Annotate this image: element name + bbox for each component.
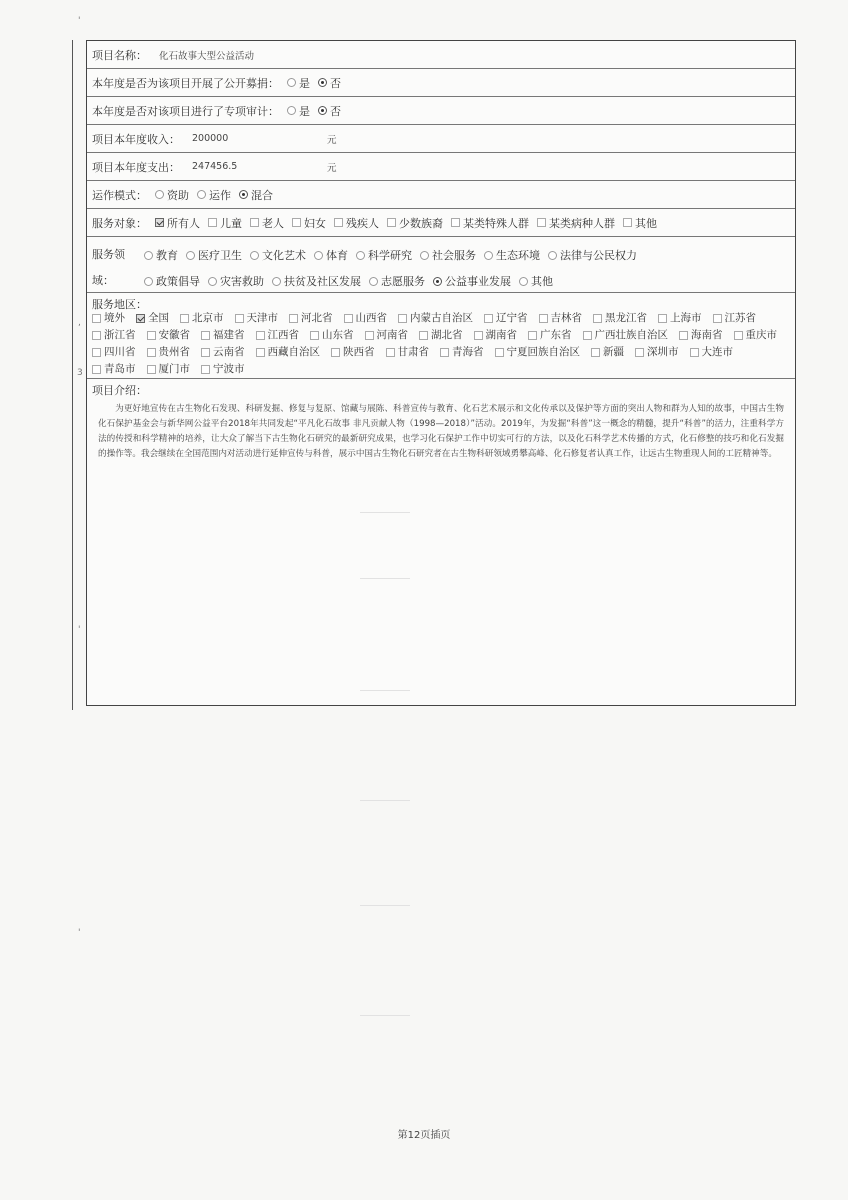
service-target-option[interactable]: 所有人 [155, 215, 200, 231]
radio-icon[interactable] [420, 251, 429, 260]
service-field-option[interactable]: 文化艺术 [250, 247, 306, 263]
region-option[interactable]: 宁夏回族自治区 [495, 344, 581, 361]
radio-icon[interactable] [197, 190, 206, 199]
fundraising-option-no[interactable]: 否 [318, 75, 341, 91]
project-intro-label: 项目介绍： [92, 384, 147, 397]
project-intro-text: 为更好地宣传在古生物化石发现、科研发掘、修复与复原、馆藏与展陈、科普宣传与教育、化石艺术展示和文化传承以及保护等方面的突出人物和群为人知的故事，中国古生物化石保护基金会与新华网公益平台2018年共同发起“平凡化石故事 非凡贡献人物（1998—2018）”活动。2019年，为发掘“科普”这一概念的精髓，提升“科普”的活力，注重科学方法的传授和科学精神的培养，让大众了解当下古生物化石研究的最新研究成果，也学习化石保护工作中切实可行的方法，以及化石科学艺术传播的方式，化石修整的技巧和化石发掘的操作等。我会继续在全国范围内对活动进行延伸宣传与科普，展示中国古生物化石研究者在古生物科研领域勇攀高峰、化石修复者认真工作，让远古生物重现人间的工匠精神等。 [98, 404, 784, 459]
service-field-option[interactable]: 志愿服务 [369, 273, 425, 289]
region-option[interactable]: 四川省 [92, 344, 136, 361]
region-option[interactable]: 深圳市 [635, 344, 679, 361]
radio-icon[interactable] [144, 251, 153, 260]
fundraising-label: 本年度是否为该项目开展了公开募捐： [92, 76, 279, 90]
checkbox-icon[interactable] [658, 314, 667, 323]
region-option[interactable]: 厦门市 [147, 361, 191, 378]
region-option[interactable]: 贵州省 [147, 344, 191, 361]
mode-label: 运作模式： [92, 188, 147, 202]
radio-icon[interactable] [208, 277, 217, 286]
checkbox-icon[interactable] [398, 314, 407, 323]
checkbox-checked-icon[interactable] [136, 314, 145, 323]
region-option[interactable]: 境外 [92, 310, 125, 327]
audit-label: 本年度是否对该项目进行了专项审计： [92, 104, 279, 118]
region-option[interactable]: 全国 [136, 310, 169, 327]
region-option[interactable]: 江西省 [256, 327, 300, 344]
project-form [86, 40, 796, 706]
checkbox-icon[interactable] [528, 331, 537, 340]
income-label: 项目本年度收入： [92, 132, 180, 146]
checkbox-icon[interactable] [539, 314, 548, 323]
radio-icon[interactable] [155, 190, 164, 199]
radio-icon[interactable] [369, 277, 378, 286]
region-option[interactable]: 吉林省 [539, 310, 583, 327]
checkbox-icon[interactable] [201, 365, 210, 374]
faint-mark [360, 578, 410, 579]
region-option[interactable]: 西藏自治区 [256, 344, 321, 361]
faint-mark [360, 800, 410, 801]
left-margin-rule [72, 40, 73, 710]
region-option[interactable]: 新疆 [591, 344, 624, 361]
income-row [87, 125, 795, 153]
service-fields-row [87, 237, 795, 293]
audit-option-no[interactable]: 否 [318, 103, 341, 119]
checkbox-icon[interactable] [310, 331, 319, 340]
service-target-option[interactable]: 某类病种人群 [537, 215, 615, 231]
checkbox-icon[interactable] [289, 314, 298, 323]
fundraising-row [87, 69, 795, 97]
service-target-option[interactable]: 儿童 [208, 215, 242, 231]
checkbox-icon[interactable] [440, 348, 449, 357]
checkbox-icon[interactable] [334, 218, 343, 227]
checkbox-icon[interactable] [147, 348, 156, 357]
checkbox-icon[interactable] [537, 218, 546, 227]
service-field-option[interactable]: 公益事业发展 [433, 273, 511, 289]
checkbox-icon[interactable] [147, 365, 156, 374]
checkbox-icon[interactable] [734, 331, 743, 340]
service-regions-row [87, 293, 795, 379]
faint-mark [360, 905, 410, 906]
audit-option-yes[interactable]: 是 [287, 103, 310, 119]
checkbox-icon[interactable] [331, 348, 340, 357]
region-option[interactable]: 甘肃省 [386, 344, 430, 361]
service-regions-label: 服务地区： [92, 298, 147, 311]
service-targets-label: 服务对象： [92, 216, 147, 230]
project-name-label: 项目名称： [92, 48, 147, 62]
radio-selected-icon[interactable] [433, 277, 442, 286]
service-field-option[interactable]: 法律与公民权力 [548, 247, 637, 263]
radio-icon[interactable] [519, 277, 528, 286]
service-field-option[interactable]: 扶贫及社区发展 [272, 273, 361, 289]
radio-icon[interactable] [272, 277, 281, 286]
radio-selected-icon[interactable] [318, 78, 327, 87]
service-fields-label: 服务领域： [92, 248, 125, 287]
radio-selected-icon[interactable] [239, 190, 248, 199]
checkbox-icon[interactable] [208, 218, 217, 227]
service-targets-row [87, 209, 795, 237]
checkbox-icon[interactable] [593, 314, 602, 323]
region-option[interactable]: 山东省 [310, 327, 354, 344]
expense-value: 247456.5 [192, 161, 238, 172]
checkbox-icon[interactable] [591, 348, 600, 357]
checkbox-icon[interactable] [235, 314, 244, 323]
radio-selected-icon[interactable] [318, 106, 327, 115]
service-target-option[interactable]: 其他 [623, 215, 657, 231]
margin-mark: ' [78, 16, 81, 26]
margin-mark: 3 [77, 368, 83, 378]
checkbox-icon[interactable] [92, 365, 101, 374]
project-name-row [87, 41, 795, 69]
project-name-value: 化石故事大型公益活动 [159, 50, 255, 62]
checkbox-icon[interactable] [201, 348, 210, 357]
region-option[interactable]: 重庆市 [734, 327, 778, 344]
radio-icon[interactable] [314, 251, 323, 260]
region-option[interactable]: 福建省 [201, 327, 245, 344]
radio-icon[interactable] [548, 251, 557, 260]
faint-mark [360, 690, 410, 691]
region-option[interactable]: 河北省 [289, 310, 333, 327]
radio-icon[interactable] [250, 251, 259, 260]
checkbox-checked-icon[interactable] [155, 218, 164, 227]
expense-unit: 元 [327, 162, 337, 174]
region-option[interactable]: 广东省 [528, 327, 572, 344]
page-footer: 第12页插页 [397, 1130, 451, 1141]
checkbox-icon[interactable] [635, 348, 644, 357]
region-option[interactable]: 青岛市 [92, 361, 136, 378]
radio-icon[interactable] [144, 277, 153, 286]
region-option[interactable]: 上海市 [658, 310, 702, 327]
radio-icon[interactable] [287, 78, 296, 87]
checkbox-icon[interactable] [419, 331, 428, 340]
checkbox-icon[interactable] [180, 314, 189, 323]
region-option[interactable]: 广西壮族自治区 [583, 327, 669, 344]
margin-mark: ' [78, 625, 81, 635]
checkbox-icon[interactable] [451, 218, 460, 227]
region-option[interactable]: 河南省 [365, 327, 409, 344]
checkbox-icon[interactable] [292, 218, 301, 227]
radio-icon[interactable] [356, 251, 365, 260]
checkbox-icon[interactable] [344, 314, 353, 323]
service-fields-line [136, 242, 795, 268]
radio-icon[interactable] [287, 106, 296, 115]
region-option[interactable]: 江苏省 [713, 310, 757, 327]
region-option[interactable]: 浙江省 [92, 327, 136, 344]
checkbox-icon[interactable] [92, 314, 101, 323]
service-field-option[interactable]: 医疗卫生 [186, 247, 242, 263]
service-field-option[interactable]: 教育 [144, 247, 178, 263]
radio-icon[interactable] [186, 251, 195, 260]
region-option[interactable]: 内蒙古自治区 [398, 310, 473, 327]
region-grid [92, 310, 790, 378]
checkbox-icon[interactable] [92, 331, 101, 340]
region-option[interactable]: 宁波市 [201, 361, 245, 378]
radio-icon[interactable] [484, 251, 493, 260]
checkbox-icon[interactable] [690, 348, 699, 357]
checkbox-icon[interactable] [147, 331, 156, 340]
region-option[interactable]: 青海省 [440, 344, 484, 361]
region-option[interactable]: 湖北省 [419, 327, 463, 344]
region-option[interactable]: 天津市 [235, 310, 279, 327]
region-option[interactable]: 海南省 [679, 327, 723, 344]
service-target-option[interactable]: 妇女 [292, 215, 326, 231]
mode-row [87, 181, 795, 209]
checkbox-icon[interactable] [583, 331, 592, 340]
service-fields-line [136, 268, 795, 293]
region-option[interactable]: 山西省 [344, 310, 388, 327]
region-option[interactable]: 辽宁省 [484, 310, 528, 327]
checkbox-icon[interactable] [250, 218, 259, 227]
checkbox-icon[interactable] [387, 218, 396, 227]
region-option[interactable]: 黑龙江省 [593, 310, 647, 327]
expense-row [87, 153, 795, 181]
service-field-option[interactable]: 体育 [314, 247, 348, 263]
service-field-option[interactable]: 生态环境 [484, 247, 540, 263]
service-field-option[interactable]: 灾害救助 [208, 273, 264, 289]
margin-mark: ' [78, 928, 81, 938]
service-target-option[interactable]: 某类特殊人群 [451, 215, 529, 231]
checkbox-icon[interactable] [623, 218, 632, 227]
expense-label: 项目本年度支出： [92, 160, 180, 174]
region-option[interactable]: 陕西省 [331, 344, 375, 361]
margin-mark: , [78, 318, 81, 328]
service-field-option[interactable]: 科学研究 [356, 247, 412, 263]
fundraising-option-yes[interactable]: 是 [287, 75, 310, 91]
income-unit: 元 [327, 134, 337, 146]
service-target-option[interactable]: 少数族裔 [387, 215, 443, 231]
checkbox-icon[interactable] [484, 314, 493, 323]
checkbox-icon[interactable] [365, 331, 374, 340]
audit-row [87, 97, 795, 125]
region-option[interactable]: 湖南省 [474, 327, 518, 344]
checkbox-icon[interactable] [201, 331, 210, 340]
mode-option-grant[interactable]: 资助 [155, 187, 189, 203]
checkbox-icon[interactable] [679, 331, 688, 340]
project-intro-row [87, 379, 795, 705]
faint-mark [360, 512, 410, 513]
service-field-option[interactable]: 社会服务 [420, 247, 476, 263]
service-field-option[interactable]: 其他 [519, 273, 553, 289]
region-option[interactable]: 大连市 [690, 344, 734, 361]
mode-option-operate[interactable]: 运作 [197, 187, 231, 203]
checkbox-icon[interactable] [92, 348, 101, 357]
checkbox-icon[interactable] [713, 314, 722, 323]
region-option[interactable]: 云南省 [201, 344, 245, 361]
region-option[interactable]: 北京市 [180, 310, 224, 327]
mode-option-mixed[interactable]: 混合 [239, 187, 273, 203]
service-field-option[interactable]: 政策倡导 [144, 273, 200, 289]
faint-mark [360, 1015, 410, 1016]
income-value: 200000 [192, 133, 229, 144]
service-target-option[interactable]: 残疾人 [334, 215, 379, 231]
region-option[interactable]: 安徽省 [147, 327, 191, 344]
checkbox-icon[interactable] [386, 348, 395, 357]
service-target-option[interactable]: 老人 [250, 215, 284, 231]
checkbox-icon[interactable] [474, 331, 483, 340]
checkbox-icon[interactable] [256, 348, 265, 357]
checkbox-icon[interactable] [256, 331, 265, 340]
checkbox-icon[interactable] [495, 348, 504, 357]
